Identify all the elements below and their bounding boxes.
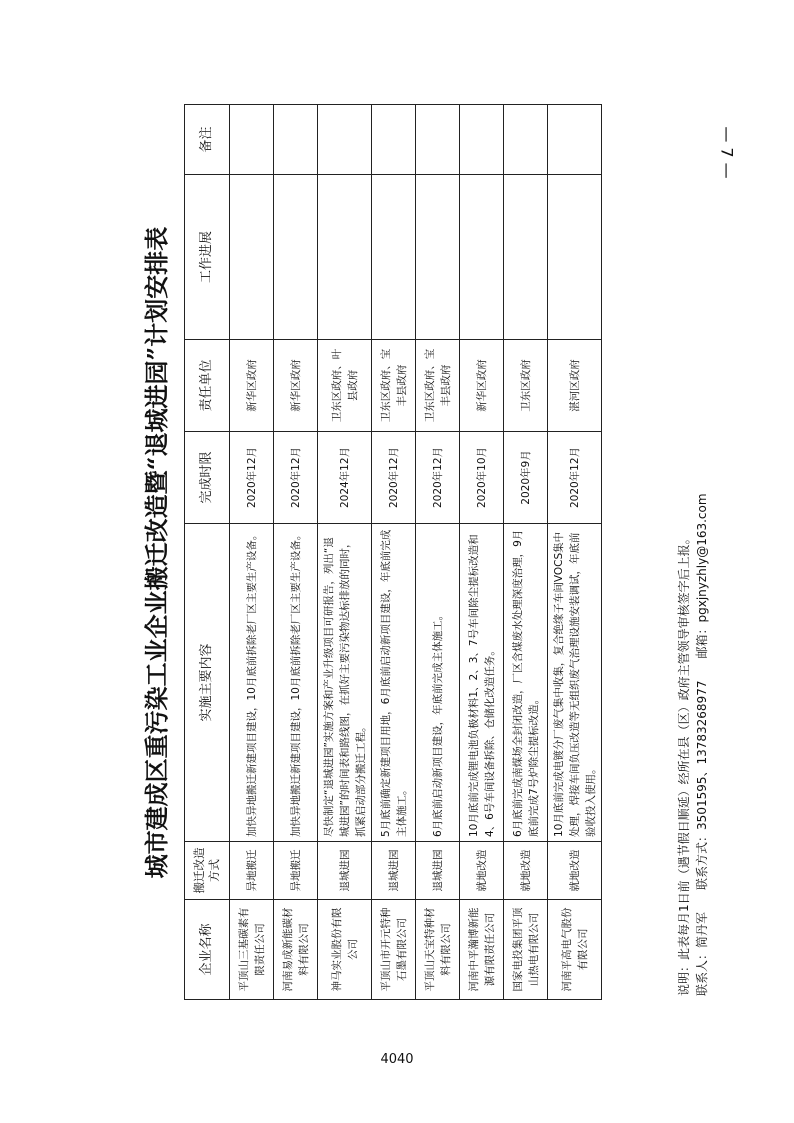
cell-method: 就地改造 bbox=[548, 842, 602, 900]
cell-deadline: 2020年9月 bbox=[504, 432, 548, 524]
cell-progress bbox=[318, 175, 372, 340]
cell-name: 神马实业股份有限公司 bbox=[318, 900, 372, 1000]
cell-name: 国家电投集团平顶山热电有限公司 bbox=[504, 900, 548, 1000]
cell-method: 退城进园 bbox=[416, 842, 460, 900]
cell-name: 河南易成新能碳材料有限公司 bbox=[274, 900, 318, 1000]
cell-remark bbox=[504, 105, 548, 175]
cell-name: 河南平高电气股份有限公司 bbox=[548, 900, 602, 1000]
table-row bbox=[372, 105, 416, 1000]
cell-progress bbox=[230, 175, 274, 340]
cell-deadline: 2020年12月 bbox=[548, 432, 602, 524]
cell-progress bbox=[372, 175, 416, 340]
cell-content: 10月底前完成锂电池负极材料1、2、3、7号车间除尘提标改造和4、6号车间设备拆除、仓储化改造任务。 bbox=[460, 524, 504, 842]
cell-unit: 新华区政府 bbox=[230, 340, 274, 432]
contact-name: 简丹军 bbox=[695, 911, 709, 948]
cell-deadline: 2020年12月 bbox=[416, 432, 460, 524]
phone-value: 3501595、13783268977 bbox=[695, 680, 709, 830]
cell-content: 5月底前确定新建项目用地，6月底前启动新项目建设，年底前完成主体施工。 bbox=[372, 524, 416, 842]
cell-method: 异地搬迁 bbox=[230, 842, 274, 900]
col-header-deadline: 完成时限 bbox=[185, 432, 230, 524]
cell-progress bbox=[274, 175, 318, 340]
col-header-remark: 备注 bbox=[185, 105, 230, 175]
col-header-name: 企业名称 bbox=[185, 900, 230, 1000]
cell-unit: 卫东区政府 bbox=[504, 340, 548, 432]
notes-line: 说明：此表每月1日前（遇节假日顺延）经所在县（区）政府主管领导审核签字后上报。 bbox=[677, 532, 691, 996]
cell-name: 平顶山天宝特种材料有限公司 bbox=[416, 900, 460, 1000]
cell-progress bbox=[460, 175, 504, 340]
cell-content: 6月底前启动新项目建设，年底前完成主体施工。 bbox=[416, 524, 460, 842]
plan-table bbox=[184, 104, 602, 1000]
cell-progress bbox=[504, 175, 548, 340]
cell-method: 就地改造 bbox=[460, 842, 504, 900]
cell-name: 河南中平瀚博新能源有限责任公司 bbox=[460, 900, 504, 1000]
contact-label: 联系人： bbox=[695, 947, 709, 996]
cell-remark bbox=[548, 105, 602, 175]
cell-content: 6月底前完成南煤场全封闭改造，厂区含煤废水处理深度治理，9月底前完成7号炉除尘提标改造。 bbox=[504, 524, 548, 842]
footer-number: 4040 bbox=[380, 1052, 414, 1067]
email-label: 邮箱： bbox=[695, 622, 709, 659]
cell-method: 退城进园 bbox=[318, 842, 372, 900]
cell-remark bbox=[416, 105, 460, 175]
cell-deadline: 2020年12月 bbox=[372, 432, 416, 524]
cell-deadline: 2020年10月 bbox=[460, 432, 504, 524]
col-header-content: 实施主要内容 bbox=[185, 524, 230, 842]
cell-deadline: 2020年12月 bbox=[230, 432, 274, 524]
table-row bbox=[416, 105, 460, 1000]
cell-method: 异地搬迁 bbox=[274, 842, 318, 900]
rotated-sheet bbox=[136, 105, 741, 1000]
table-row bbox=[460, 105, 504, 1000]
page-number: — 7 — bbox=[717, 125, 737, 179]
cell-content: 加快异地搬迁新建项目建设，10月底前拆除老厂区主要生产设备。 bbox=[274, 524, 318, 842]
cell-unit: 湛河区政府 bbox=[548, 340, 602, 432]
table-row bbox=[318, 105, 372, 1000]
cell-remark bbox=[372, 105, 416, 175]
cell-unit: 新华区政府 bbox=[460, 340, 504, 432]
table-row bbox=[274, 105, 318, 1000]
contact-line bbox=[694, 116, 712, 996]
cell-unit: 新华区政府 bbox=[274, 340, 318, 432]
cell-unit: 卫东区政府、叶县政府 bbox=[318, 340, 372, 432]
cell-method: 退城进园 bbox=[372, 842, 416, 900]
cell-name: 平顶山三基碳素有限责任公司 bbox=[230, 900, 274, 1000]
cell-remark bbox=[230, 105, 274, 175]
cell-method: 就地改造 bbox=[504, 842, 548, 900]
col-header-method: 搬迁改造方式 bbox=[185, 842, 230, 900]
table-header-row bbox=[185, 105, 230, 1000]
table-row bbox=[548, 105, 602, 1000]
cell-deadline: 2024年12月 bbox=[318, 432, 372, 524]
cell-content: 尽快制定“退城进园”实施方案和产业升级项目可研报告，列出“退城进园”的时间表和路线图，在抓好主要污染物达标排放的同时，抓紧启动部分搬迁工程。 bbox=[318, 524, 372, 842]
notes-block bbox=[676, 116, 712, 996]
cell-progress bbox=[416, 175, 460, 340]
cell-remark bbox=[274, 105, 318, 175]
cell-remark bbox=[460, 105, 504, 175]
table-row bbox=[504, 105, 548, 1000]
cell-name: 平顶山市开元特种石墨有限公司 bbox=[372, 900, 416, 1000]
cell-unit: 卫东区政府、宝丰县政府 bbox=[416, 340, 460, 432]
cell-deadline: 2020年12月 bbox=[274, 432, 318, 524]
col-header-progress: 工作进展 bbox=[185, 175, 230, 340]
cell-content: 10月底前完成电镀分厂废气集中收集，复合绝缘子车间VOCS集中处理，焊接车间负压改造等无组织废气治理设施安装调试，年底前验收投入使用。 bbox=[548, 524, 602, 842]
document-title: 城市建成区重污染工业企业搬迁改造暨“退城进园”计划安排表 bbox=[142, 226, 171, 879]
phone-label: 联系方式： bbox=[695, 829, 709, 890]
table-row bbox=[230, 105, 274, 1000]
cell-remark bbox=[318, 105, 372, 175]
col-header-unit: 责任单位 bbox=[185, 340, 230, 432]
cell-unit: 卫东区政府、宝丰县政府 bbox=[372, 340, 416, 432]
email-value: pgxjnyzhly@163.com bbox=[695, 493, 709, 623]
cell-content: 加快异地搬迁新建项目建设，10月底前拆除老厂区主要生产设备。 bbox=[230, 524, 274, 842]
cell-progress bbox=[548, 175, 602, 340]
